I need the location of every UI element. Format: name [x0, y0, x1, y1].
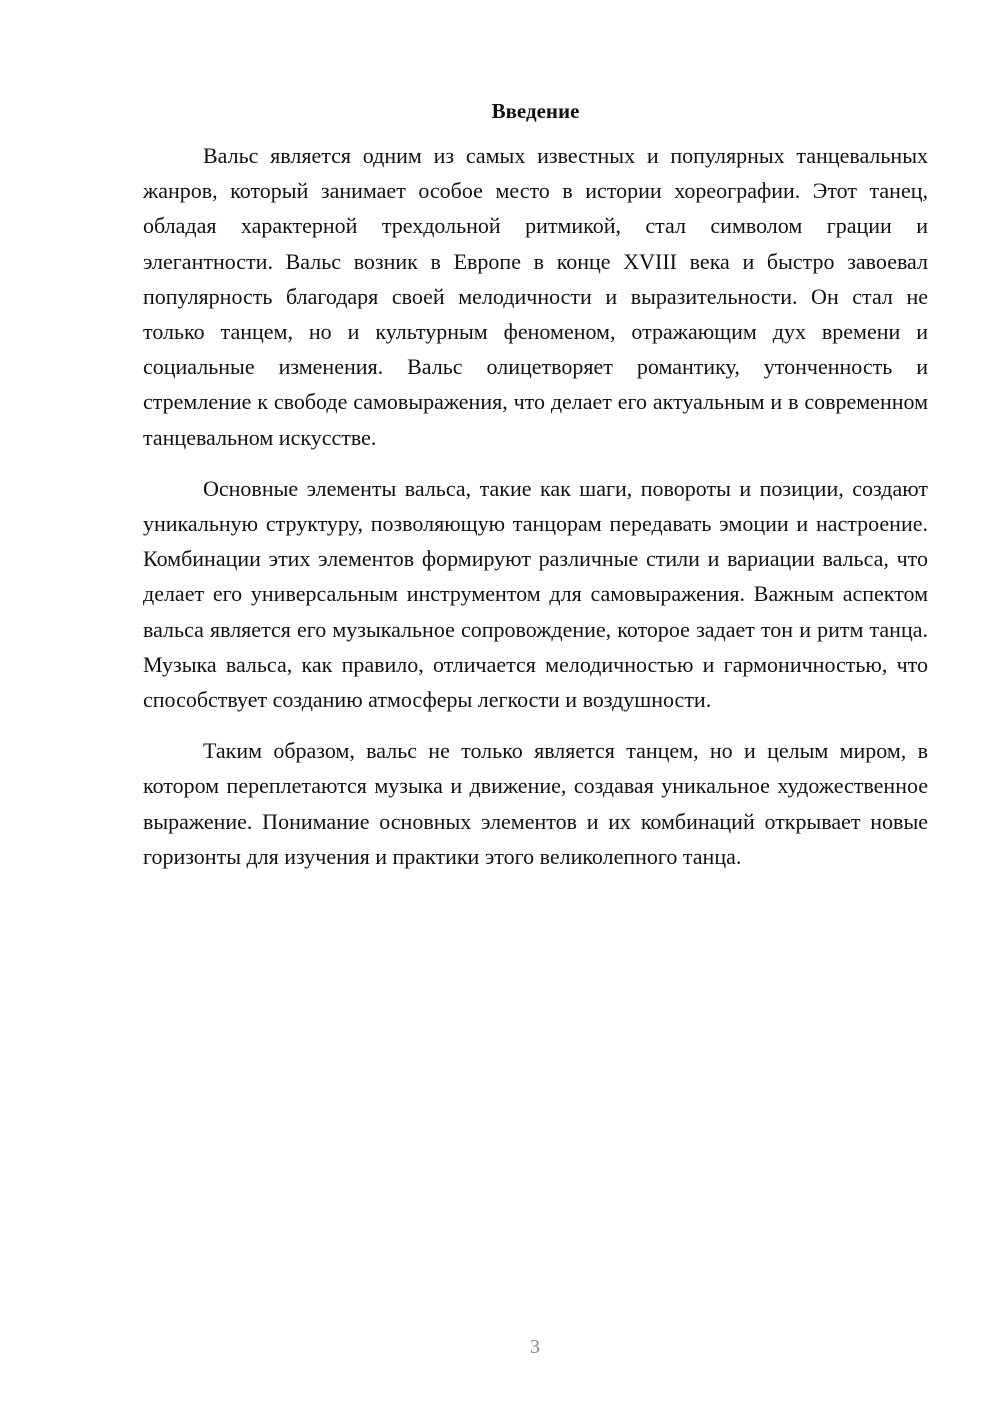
page-number: 3 — [530, 1336, 540, 1358]
page-content — [143, 96, 928, 890]
paragraph-3: Таким образом, вальс не только является танцем, но и целым миром, в котором переплетаются музыка и движение, создавая уникальное художественное выражение. Понимание основных элементов и их комбинаций открывает новые горизонты для изучения и практики этого великолепного танца. — [143, 738, 928, 869]
section-heading: Введение — [491, 99, 580, 123]
paragraph-1: Вальс является одним из самых известных и популярных танцевальных жанров, который занимает особое место в истории хореографии. Этот танец, обладая характерной трехдольной ритмикой, стал символом грации и элегантности. Вальс возник в Европе в конце XVIII века и быстро завоевал популярность благодаря своей мелодичности и выразительности. Он стал не только танцем, но и культурным феноменом, отражающим дух времени и социальные изменения. Вальс олицетворяет романтику, утонченность и стремление к свободе самовыражения, что делает его актуальным и в современном танцевальном искусстве. — [143, 143, 928, 450]
paragraph-2: Основные элементы вальса, такие как шаги, повороты и позиции, создают уникальную структуру, позволяющую танцорам передавать эмоции и настроение. Комбинации этих элементов формируют различные стили и вариации вальса, что делает его универсальным инструментом для самовыражения. Важным аспектом вальса является его музыкальное сопровождение, которое задает тон и ритм танца. Музыка вальса, как правило, отличается мелодичностью и гармоничностью, что способствует созданию атмосферы легкости и воздушности. — [143, 475, 928, 713]
